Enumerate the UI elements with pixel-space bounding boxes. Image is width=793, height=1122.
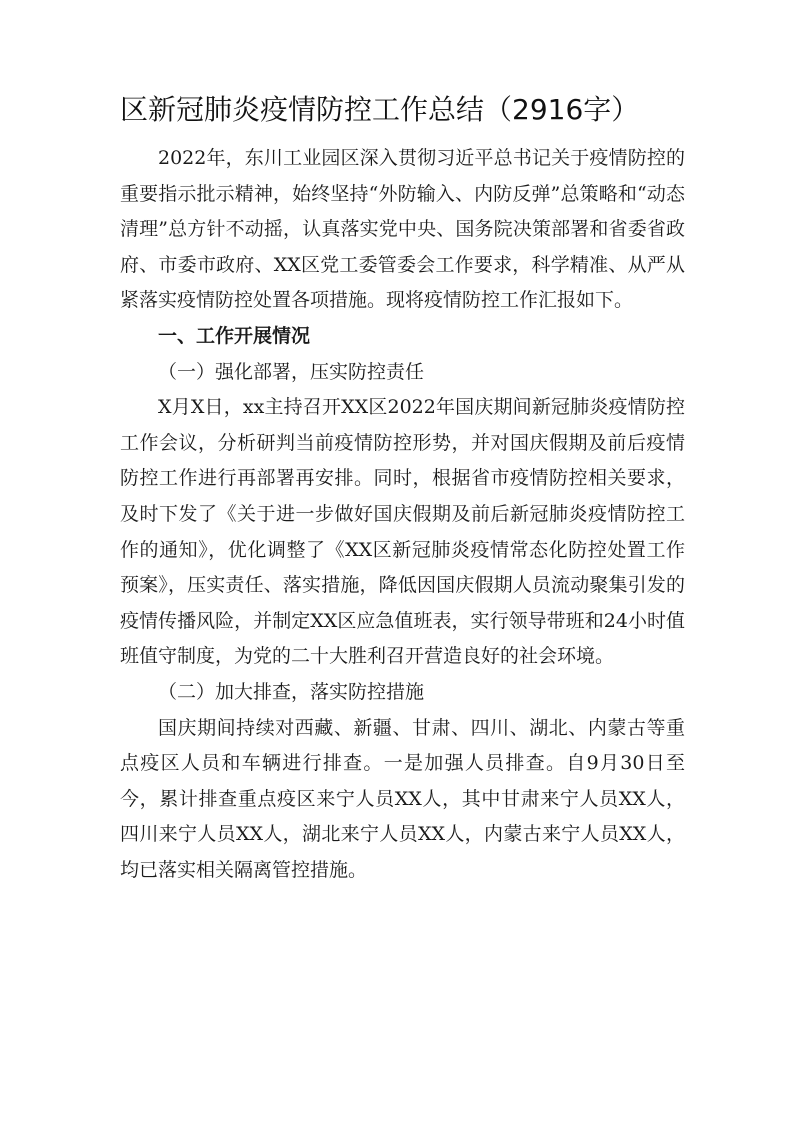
document-title: 区新冠肺炎疫情防控工作总结（2916字） xyxy=(120,93,640,126)
body-paragraph-1: X月X日，xx主持召开XX区2022年国庆期间新冠肺炎疫情防控工作会议，分析研判当前疫情防控形势，并对国庆假期及前后疫情防控工作进行再部署再安排。同时，根据省市疫情防控相关要求，及时下发了《关于进一步做好国庆假期及前后新冠肺炎疫情防控工作的通知》，优化调整了《XX区新冠肺炎疫情常态化防控处置工作预案》，压实责任、落实措施，降低因国庆假期人员流动聚集引发的疫情传播风险，并制定XX区应急值班表，实行领导带班和24小时值班值守制度，为党的二十大胜利召开营造良好的社会环境。 xyxy=(120,396,685,668)
subsection-heading-2: （二）加大排查，落实防控措施 xyxy=(158,680,425,703)
subsection-heading-1: （一）强化部署，压实防控责任 xyxy=(158,360,425,383)
section-heading: 一、工作开展情况 xyxy=(158,324,311,347)
intro-paragraph: 2022年，东川工业园区深入贯彻习近平总书记关于疫情防控的重要指示批示精神，始终坚持“外防输入、内防反弹”总策略和“动态清理”总方针不动摇，认真落实党中央、国务院决策部署和省委省政府、市委市政府、XX区党工委管委会工作要求，科学精准、从严从紧落实疫情防控处置各项措施。现将疫情防控工作汇报如下。 xyxy=(120,147,685,312)
body-paragraph-2: 国庆期间持续对西藏、新疆、甘肃、四川、湖北、内蒙古等重点疫区人员和车辆进行排查。一是加强人员排查。自9月30日至今，累计排查重点疫区来宁人员XX人，其中甘肃来宁人员XX人，四川来宁人员XX人，湖北来宁人员XX人，内蒙古来宁人员XX人，均已落实相关隔离管控措施。 xyxy=(120,716,685,881)
document-body xyxy=(120,141,685,888)
